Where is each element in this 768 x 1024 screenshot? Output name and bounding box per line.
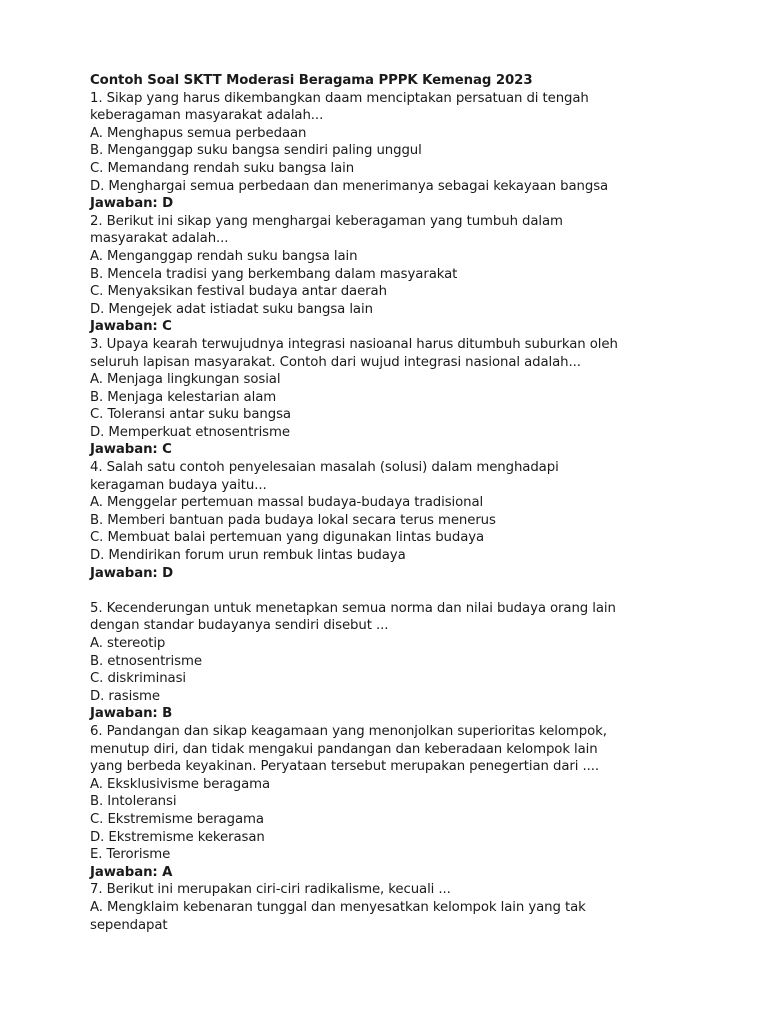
- answer-key: Jawaban: A: [90, 864, 173, 880]
- question-stem-line: 7. Berikut ini merupakan ciri-ciri radikalisme, kecuali ...: [90, 882, 451, 898]
- question-2: [90, 213, 690, 336]
- question-stem-line: 6. Pandangan dan sikap keagamaan yang menonjolkan superioritas kelompok,: [90, 723, 607, 739]
- question-1: [90, 90, 690, 213]
- option-c: C. Menyaksikan festival budaya antar daerah: [90, 284, 387, 300]
- answer-key: Jawaban: B: [90, 706, 173, 722]
- option-d: D. Memperkuat etnosentrisme: [90, 424, 290, 440]
- answer-key: Jawaban: C: [90, 442, 172, 458]
- option-a: A. Menganggap rendah suku bangsa lain: [90, 248, 358, 264]
- question-stem-line: menutup diri, dan tidak mengakui pandangan dan keberadaan kelompok lain: [90, 741, 598, 757]
- option-b: B. Mencela tradisi yang berkembang dalam masyarakat: [90, 266, 458, 282]
- option-d: D. rasisme: [90, 688, 160, 704]
- option-c: C. diskriminasi: [90, 671, 187, 687]
- question-stem-line: keberagaman masyarakat adalah...: [90, 108, 324, 124]
- answer-key: Jawaban: D: [90, 196, 174, 212]
- question-stem-line: 3. Upaya kearah terwujudnya integrasi nasioanal harus ditumbuh suburkan oleh: [90, 336, 618, 352]
- option-d: D. Menghargai semua perbedaan dan menerimanya sebagai kekayaan bangsa: [90, 178, 609, 194]
- option-a: A. Menggelar pertemuan massal budaya-budaya tradisional: [90, 495, 484, 511]
- option-a: A. Eksklusivisme beragama: [90, 776, 271, 792]
- question-4: [90, 459, 690, 582]
- option-b: B. Menganggap suku bangsa sendiri paling unggul: [90, 143, 422, 159]
- question-stem-line: 2. Berikut ini sikap yang menghargai keberagaman yang tumbuh dalam: [90, 213, 563, 229]
- question-stem-line: 1. Sikap yang harus dikembangkan daam menciptakan persatuan di tengah: [90, 90, 589, 106]
- question-stem-line: masyarakat adalah...: [90, 231, 229, 247]
- option-e: E. Terorisme: [90, 847, 171, 863]
- question-stem-line: keragaman budaya yaitu...: [90, 477, 267, 493]
- question-7: [90, 881, 690, 934]
- option-a: A. stereotip: [90, 636, 166, 651]
- option-b: B. Memberi bantuan pada budaya lokal secara terus menerus: [90, 512, 496, 528]
- question-stem-line: 5. Kecenderungan untuk menetapkan semua norma dan nilai budaya orang lain: [90, 600, 616, 616]
- option-d: D. Ekstremisme kekerasan: [90, 829, 265, 845]
- option-c: C. Ekstremisme beragama: [90, 811, 264, 827]
- option-a-continuation: sependapat: [90, 917, 168, 933]
- option-c: C. Memandang rendah suku bangsa lain: [90, 160, 355, 176]
- option-b: B. Menjaga kelestarian alam: [90, 389, 277, 405]
- option-b: B. Intoleransi: [90, 794, 177, 810]
- question-6: [90, 723, 690, 881]
- question-stem-line: dengan standar budayanya sendiri disebut ...: [90, 618, 389, 634]
- option-d: D. Mengejek adat istiadat suku bangsa lain: [90, 301, 373, 317]
- question-5: [90, 600, 690, 723]
- option-c: C. Toleransi antar suku bangsa: [90, 407, 291, 423]
- document-title: Contoh Soal SKTT Moderasi Beragama PPPK Kemenag 2023: [90, 73, 533, 88]
- option-a: A. Mengklaim kebenaran tunggal dan menyesatkan kelompok lain yang tak: [90, 899, 586, 915]
- question-stem-line: yang berbeda keyakinan. Peryataan tersebut merupakan penegertian dari ....: [90, 759, 599, 775]
- option-a: A. Menjaga lingkungan sosial: [90, 372, 281, 388]
- document-page: [90, 72, 690, 934]
- option-b: B. etnosentrisme: [90, 653, 202, 669]
- question-stem-line: seluruh lapisan masyarakat. Contoh dari wujud integrasi nasional adalah...: [90, 354, 581, 370]
- option-a: A. Menghapus semua perbedaan: [90, 125, 307, 141]
- answer-key: Jawaban: C: [90, 319, 172, 335]
- question-3: [90, 336, 690, 459]
- question-stem-line: 4. Salah satu contoh penyelesaian masalah (solusi) dalam menghadapi: [90, 460, 559, 476]
- blank-line: [90, 582, 690, 600]
- option-c: C. Membuat balai pertemuan yang digunakan lintas budaya: [90, 530, 485, 546]
- option-d: D. Mendirikan forum urun rembuk lintas budaya: [90, 548, 406, 564]
- answer-key: Jawaban: D: [90, 565, 174, 581]
